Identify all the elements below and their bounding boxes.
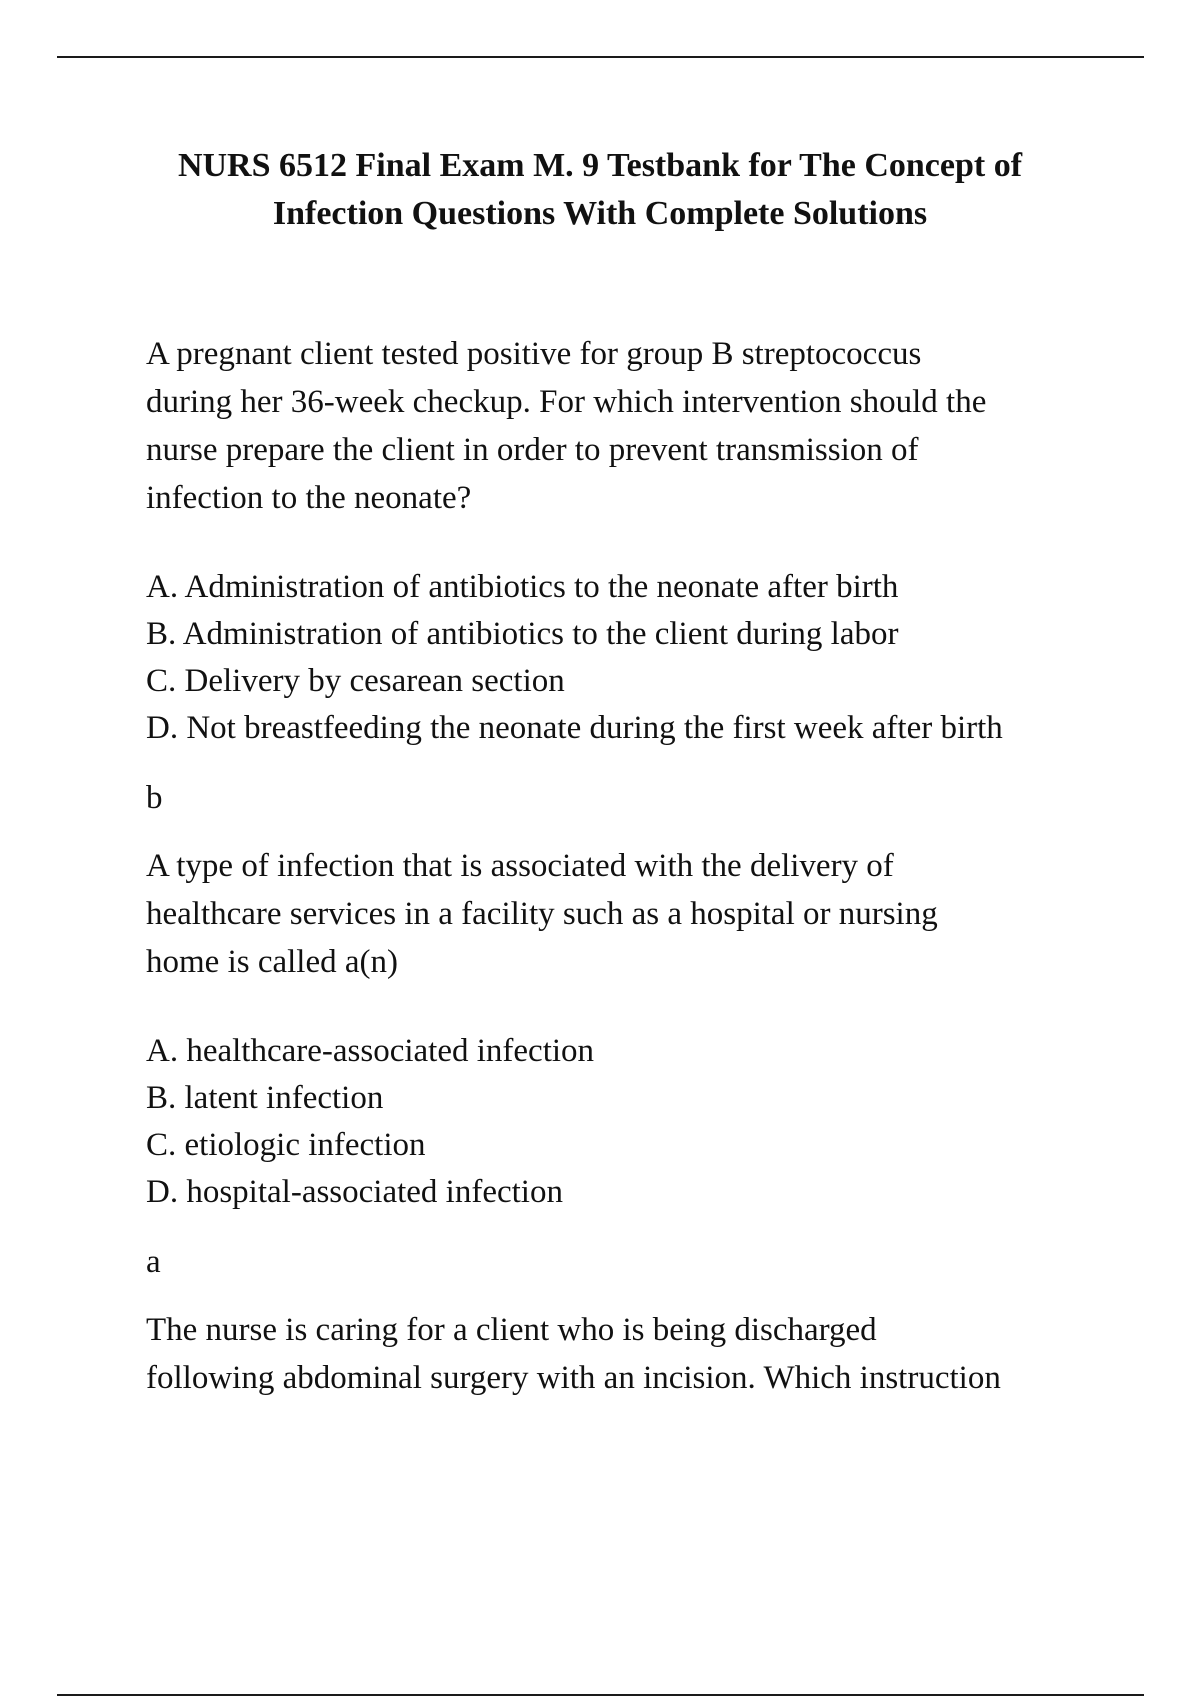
question-line: during her 36-week checkup. For which intervention should the xyxy=(146,384,987,420)
question-block-1 xyxy=(146,330,1106,822)
answer-options xyxy=(146,564,1106,752)
document-body xyxy=(146,330,1106,1402)
question-text xyxy=(146,330,1106,522)
option-d: D. Not breastfeeding the neonate during the first week after birth xyxy=(146,710,1003,746)
question-line: A pregnant client tested positive for group B streptococcus xyxy=(146,336,922,372)
question-line: following abdominal surgery with an incision. Which instruction xyxy=(146,1360,1001,1396)
question-line: infection to the neonate? xyxy=(146,480,472,516)
answer-key: b xyxy=(146,780,163,816)
question-line: healthcare services in a facility such as a hospital or nursing xyxy=(146,896,938,932)
option-b: B. Administration of antibiotics to the client during labor xyxy=(146,616,899,652)
question-block-2 xyxy=(146,842,1106,1286)
question-line: home is called a(n) xyxy=(146,944,398,980)
option-a: A. Administration of antibiotics to the neonate after birth xyxy=(146,569,899,605)
question-text xyxy=(146,1306,1106,1402)
document-title xyxy=(100,142,1100,238)
footer-rule xyxy=(57,1694,1144,1696)
header-rule xyxy=(57,56,1144,58)
title-line-2: Infection Questions With Complete Solutions xyxy=(272,195,928,232)
spacer xyxy=(146,822,1106,842)
spacer xyxy=(146,1286,1106,1306)
question-line: A type of infection that is associated with the delivery of xyxy=(146,848,894,884)
question-line: nurse prepare the client in order to prevent transmission of xyxy=(146,432,919,468)
question-text xyxy=(146,842,1106,986)
answer-key: a xyxy=(146,1244,161,1280)
question-block-3 xyxy=(146,1306,1106,1402)
title-line-1: NURS 6512 Final Exam M. 9 Testbank for The Concept of xyxy=(177,147,1023,184)
option-a: A. healthcare-associated infection xyxy=(146,1033,595,1069)
answer-options xyxy=(146,1028,1106,1216)
question-line: The nurse is caring for a client who is being discharged xyxy=(146,1312,877,1348)
option-c: C. etiologic infection xyxy=(146,1127,426,1163)
option-b: B. latent infection xyxy=(146,1080,384,1116)
option-d: D. hospital-associated infection xyxy=(146,1174,563,1210)
option-c: C. Delivery by cesarean section xyxy=(146,663,565,699)
